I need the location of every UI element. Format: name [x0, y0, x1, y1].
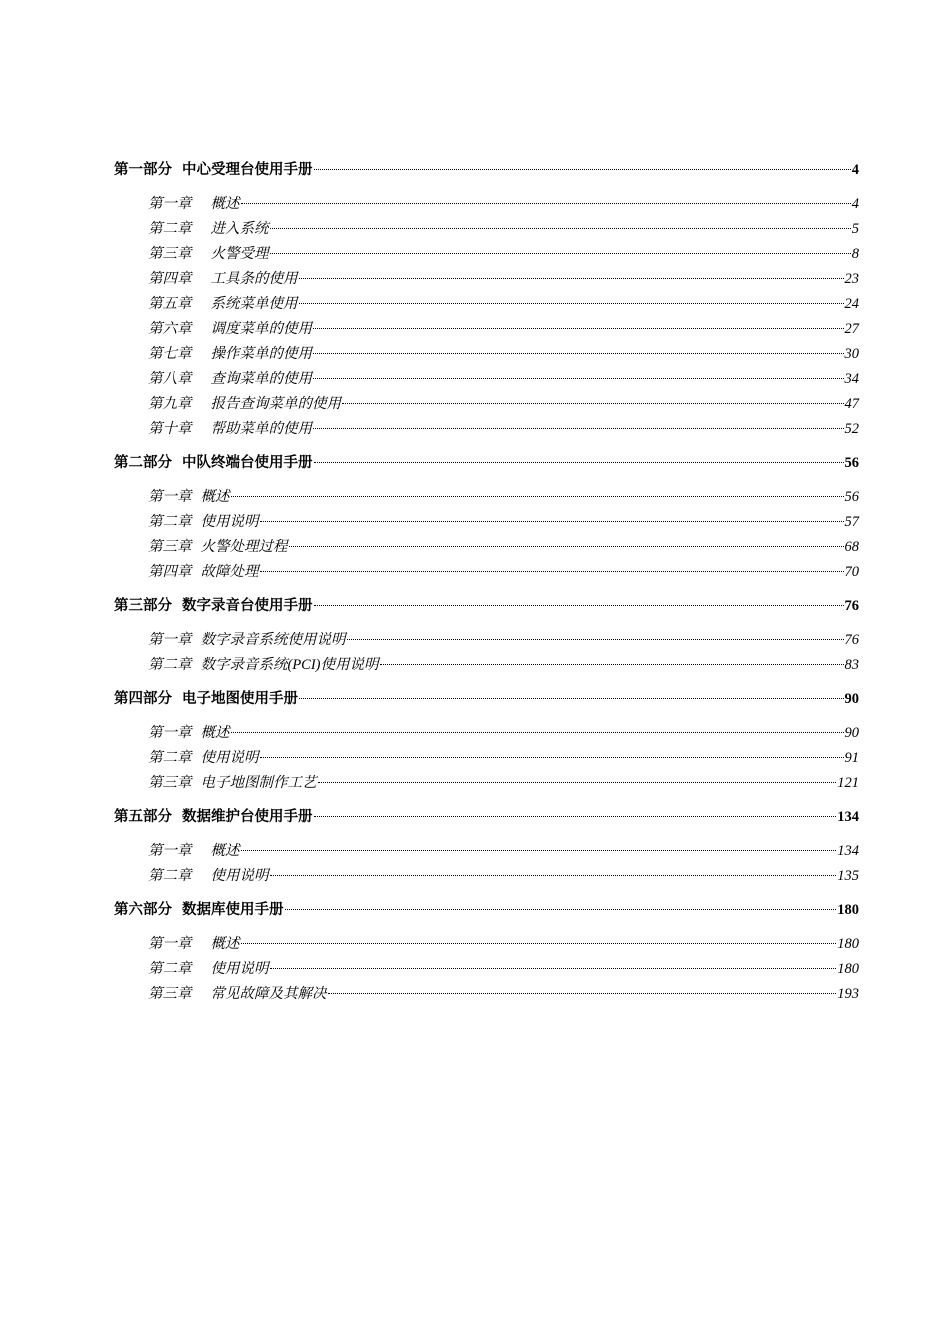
- chapter-title: 故障处理: [200, 564, 259, 580]
- part-title: 数字录音台使用手册: [182, 598, 313, 614]
- chapter-title: 工具条的使用: [210, 271, 298, 287]
- chapter-number: 第三章: [148, 539, 192, 555]
- chapter-number: 第五章: [148, 296, 192, 312]
- dot-leader: [299, 698, 844, 699]
- part-number: 第二部分: [114, 455, 172, 471]
- chapter-number: 第二章: [148, 961, 192, 977]
- toc-chapter-entry[interactable]: [114, 192, 859, 217]
- page-number: 83: [844, 657, 859, 673]
- part-title: 中心受理台使用手册: [182, 162, 313, 178]
- page-number: 91: [844, 750, 859, 766]
- dot-leader: [270, 875, 837, 876]
- dot-leader: [328, 993, 837, 994]
- part-number: 第五部分: [114, 809, 172, 825]
- toc-chapter-entry[interactable]: [114, 317, 859, 342]
- toc-chapter-entry[interactable]: [114, 217, 859, 242]
- toc-part-entry[interactable]: [114, 594, 859, 619]
- dot-leader: [347, 639, 844, 640]
- chapter-number: 第二章: [148, 750, 192, 766]
- chapter-number: 第九章: [148, 396, 192, 412]
- page-number: 27: [844, 321, 859, 337]
- chapter-title: 概述: [210, 936, 240, 952]
- chapter-number: 第三章: [148, 775, 192, 791]
- page-number: 180: [837, 902, 859, 918]
- chapter-number: 第二章: [148, 868, 192, 884]
- page-number: 47: [844, 396, 859, 412]
- dot-leader: [260, 757, 844, 758]
- page-number: 134: [837, 809, 859, 825]
- page-number: 5: [851, 221, 859, 237]
- page-number: 23: [844, 271, 859, 287]
- chapter-number: 第四章: [148, 564, 192, 580]
- chapter-title: 使用说明: [210, 868, 269, 884]
- dot-leader: [314, 816, 837, 817]
- page-number: 193: [837, 986, 859, 1002]
- page-number: 34: [844, 371, 859, 387]
- dot-leader: [270, 968, 837, 969]
- toc-chapter-entry[interactable]: [114, 485, 859, 510]
- part-title: 数据库使用手册: [182, 902, 284, 918]
- chapter-title: 概述: [210, 196, 240, 212]
- chapter-title: 概述: [210, 843, 240, 859]
- dot-leader: [313, 353, 844, 354]
- chapter-title: 操作菜单的使用: [210, 346, 312, 362]
- chapter-title: 帮助菜单的使用: [210, 421, 312, 437]
- dot-leader: [299, 278, 844, 279]
- chapter-title: 使用说明: [200, 514, 259, 530]
- page-number: 57: [844, 514, 859, 530]
- chapter-number: 第八章: [148, 371, 192, 387]
- chapter-title: 调度菜单的使用: [210, 321, 312, 337]
- chapter-title: 进入系统: [210, 221, 269, 237]
- toc-chapter-entry[interactable]: [114, 267, 859, 292]
- chapter-title: 使用说明: [210, 961, 269, 977]
- chapter-title: 数字录音系统(PCI)使用说明: [200, 657, 379, 673]
- toc-chapter-entry[interactable]: [114, 628, 859, 653]
- dot-leader: [314, 462, 844, 463]
- page-number: 180: [837, 936, 859, 952]
- toc-chapter-entry[interactable]: [114, 721, 859, 746]
- chapter-number: 第一章: [148, 196, 192, 212]
- dot-leader: [260, 571, 844, 572]
- toc-chapter-entry[interactable]: [114, 560, 859, 585]
- toc-chapter-entry[interactable]: [114, 864, 859, 889]
- chapter-number: 第七章: [148, 346, 192, 362]
- table-of-contents: [114, 158, 859, 1016]
- toc-chapter-entry[interactable]: [114, 367, 859, 392]
- chapter-number: 第十章: [148, 421, 192, 437]
- toc-part-entry[interactable]: [114, 451, 859, 476]
- page-number: 56: [844, 489, 859, 505]
- chapter-title: 火警受理: [210, 246, 269, 262]
- chapter-number: 第一章: [148, 843, 192, 859]
- toc-chapter-entry[interactable]: [114, 392, 859, 417]
- dot-leader: [314, 605, 844, 606]
- page-number: 68: [844, 539, 859, 555]
- toc-chapter-entry[interactable]: [114, 342, 859, 367]
- toc-chapter-entry[interactable]: [114, 932, 859, 957]
- part-number: 第三部分: [114, 598, 172, 614]
- chapter-title: 常见故障及其解决: [210, 986, 327, 1002]
- dot-leader: [260, 521, 844, 522]
- part-number: 第四部分: [114, 691, 172, 707]
- toc-chapter-entry[interactable]: [114, 535, 859, 560]
- chapter-number: 第一章: [148, 632, 192, 648]
- dot-leader: [270, 228, 851, 229]
- page-number: 8: [851, 246, 859, 262]
- chapter-title: 系统菜单使用: [210, 296, 298, 312]
- toc-chapter-entry[interactable]: [114, 982, 859, 1007]
- dot-leader: [241, 850, 837, 851]
- chapter-number: 第二章: [148, 514, 192, 530]
- dot-leader: [380, 664, 844, 665]
- page-number: 76: [844, 598, 859, 614]
- toc-chapter-entry[interactable]: [114, 746, 859, 771]
- toc-chapter-entry[interactable]: [114, 510, 859, 535]
- dot-leader: [313, 428, 844, 429]
- part-title: 中队终端台使用手册: [182, 455, 313, 471]
- dot-leader: [231, 732, 844, 733]
- chapter-number: 第三章: [148, 986, 192, 1002]
- dot-leader: [313, 328, 844, 329]
- toc-chapter-entry[interactable]: [114, 417, 859, 442]
- page-number: 4: [851, 196, 859, 212]
- part-number: 第一部分: [114, 162, 172, 178]
- toc-part-entry[interactable]: [114, 805, 859, 830]
- toc-chapter-entry[interactable]: [114, 771, 859, 796]
- page-number: 4: [851, 162, 859, 178]
- chapter-title: 查询菜单的使用: [210, 371, 312, 387]
- part-title: 数据维护台使用手册: [182, 809, 313, 825]
- chapter-number: 第二章: [148, 657, 192, 673]
- toc-chapter-entry[interactable]: [114, 292, 859, 317]
- page-number: 52: [844, 421, 859, 437]
- chapter-number: 第一章: [148, 725, 192, 741]
- chapter-title: 火警处理过程: [200, 539, 288, 555]
- chapter-title: 概述: [200, 725, 230, 741]
- page-number: 70: [844, 564, 859, 580]
- page-number: 76: [844, 632, 859, 648]
- dot-leader: [313, 378, 844, 379]
- page-number: 90: [844, 725, 859, 741]
- dot-leader: [342, 403, 844, 404]
- dot-leader: [314, 169, 851, 170]
- dot-leader: [270, 253, 851, 254]
- dot-leader: [285, 909, 837, 910]
- dot-leader: [241, 203, 851, 204]
- toc-part-entry[interactable]: [114, 898, 859, 923]
- dot-leader: [231, 496, 844, 497]
- part-title: 电子地图使用手册: [182, 691, 298, 707]
- part-number: 第六部分: [114, 902, 172, 918]
- chapter-title: 概述: [200, 489, 230, 505]
- dot-leader: [241, 943, 837, 944]
- toc-chapter-entry[interactable]: [114, 957, 859, 982]
- chapter-number: 第二章: [148, 221, 192, 237]
- toc-part-entry[interactable]: [114, 687, 859, 712]
- page-number: 134: [837, 843, 859, 859]
- chapter-number: 第一章: [148, 489, 192, 505]
- toc-chapter-entry[interactable]: [114, 242, 859, 267]
- dot-leader: [318, 782, 837, 783]
- chapter-number: 第六章: [148, 321, 192, 337]
- page-number: 90: [844, 691, 859, 707]
- chapter-title: 报告查询菜单的使用: [210, 396, 341, 412]
- toc-chapter-entry[interactable]: [114, 653, 859, 678]
- page-number: 121: [837, 775, 859, 791]
- page-number: 24: [844, 296, 859, 312]
- page-number: 135: [837, 868, 859, 884]
- page-number: 180: [837, 961, 859, 977]
- chapter-title: 电子地图制作工艺: [200, 775, 317, 791]
- page-number: 56: [844, 455, 859, 471]
- dot-leader: [289, 546, 844, 547]
- chapter-title: 使用说明: [200, 750, 259, 766]
- toc-chapter-entry[interactable]: [114, 839, 859, 864]
- page-number: 30: [844, 346, 859, 362]
- toc-part-entry[interactable]: [114, 158, 859, 183]
- chapter-title: 数字录音系统使用说明: [200, 632, 346, 648]
- dot-leader: [299, 303, 844, 304]
- chapter-number: 第一章: [148, 936, 192, 952]
- chapter-number: 第四章: [148, 271, 192, 287]
- chapter-number: 第三章: [148, 246, 192, 262]
